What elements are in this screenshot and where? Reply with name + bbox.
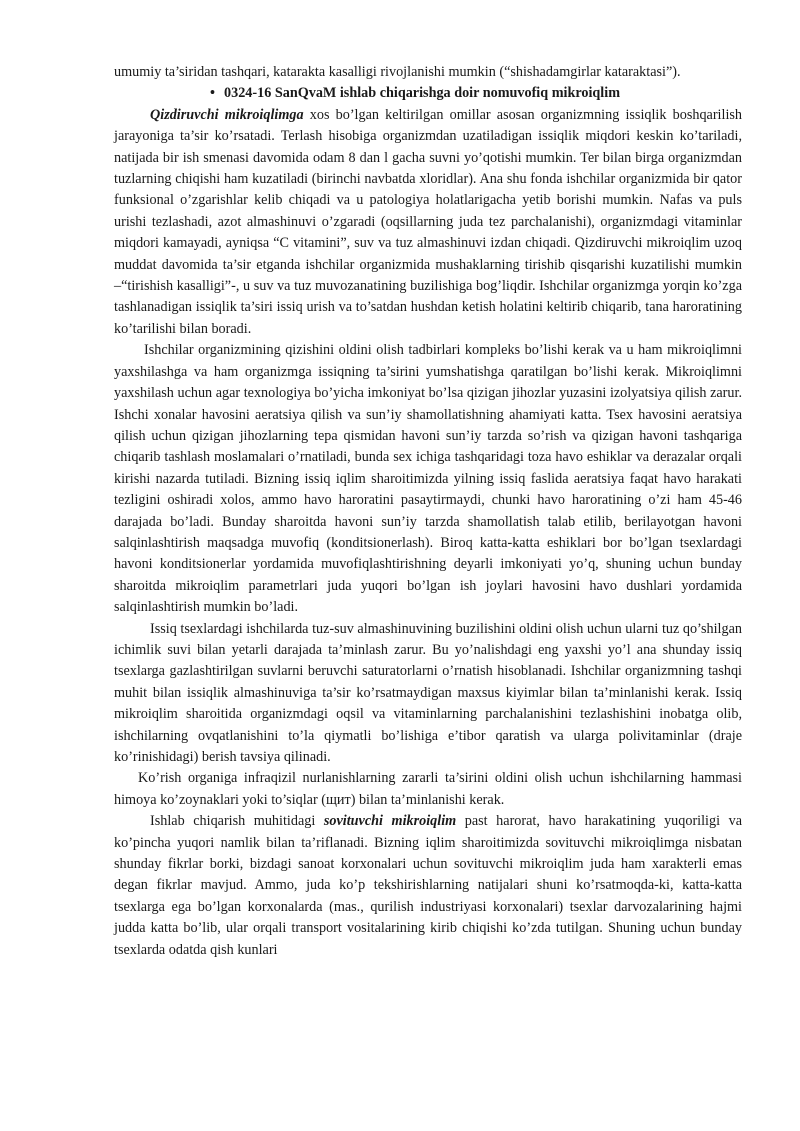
document-body: [114, 62, 742, 961]
term-cooling-microclimate: sovituvchi mikroiqlim: [323, 813, 457, 830]
paragraph-text: Ishlab chiqarish muhitidagi: [150, 813, 324, 830]
term-heating-microclimate: Qizdiruvchi mikroiqlimga: [150, 106, 304, 123]
section-heading-text: 0324-16 SanQvaM ishlab chiqarishga doir nomuvofiq mikroiqlim: [224, 85, 621, 102]
paragraph-heating-microclimate: [114, 105, 742, 340]
section-heading: [114, 83, 742, 104]
paragraph-cooling-microclimate: [114, 811, 742, 961]
paragraph-text: xos bo’lgan keltirilgan omillar asosan organizmning issiqlik boshqarilish jarayoniga ta’sir ko’rsatadi. Terlash hisobiga organizmdan uzatiladigan issiqlik miqdori keskin ko’tariladi, natijada bir ish smenasi davomida odam 8 dan l gacha suvni yo’qotishi mumkin. Ter bilan birga organizmdan tuzlarning chiqishi ham kuzatiladi (birinchi navbatda xloridlar). Ana shu fonda ishchilar organizmida bir qator funksional o’zgarishlar kelib chiqadi va u patologiya holatlarigacha yetib borishi mumkin. Nafas va puls urishi tezlashadi, azot almashinuvi o’zgaradi (oqsillarning juda tez parchalanishi), organizmdagi vitaminlar miqdori kamayadi, ayniqsa “C vitamini”, suv va tuz almashinuvi izdan chiqadi. Qizdiruvchi mikroiqlim uzoq muddat davomida ta’sir etganda ishchilar organizmida mushaklarning tirishib qisqarishi kuzatilishi mumkin –“tirishish kasalligi”-, u suv va tuz muvozanatining buzilishiga bog’liqdir. Ishchilar organizmga yorqin ko’zga tashlanadigan issiqlik ta’siri issiq urish va to’satdan hushdan ketish holatini keltirib chiqarib, tana haroratining ko’tarilishi bilan boradi.: [114, 106, 742, 337]
paragraph-water-salt: Issiq tsexlardagi ishchilarda tuz-suv almashinuvining buzilishini oldini olish uchun ularni tuz qo’shilgan ichimlik suvi bilan yetarli darajada ta’minlash zarur. Bu yo’nalishdagi eng yaxshi yo’l ana shunday issiq tsexlarga gazlashtirilgan suvlarni beruvchi saturatorlarni o’rnatish hisoblanadi. Ishchilar organizmning tashqi muhit bilan issiqlik almashinuviga ta’sir ko’rsatmaydigan maxsus kiyimlar bilan ta’minlanishi kerak. Issiq mikroiqlim sharoitida organizmdagi oqsil va vitaminlarning parchalanishini tezlashishini inobatga olib, ishchilarning ovqatlanishini to’la qiymatli bo’lishiga e’tibor qaratish va ularga polivitaminlar (draje ko’rinishidagi) berish tavsiya qilinadi.: [114, 620, 742, 765]
paragraph-text: past harorat, havo harakatining yuqoriligi va ko’pincha yuqori namlik bilan ta’riflanadi. Bizning iqlim sharoitimizda sovituvchi mikroiqlimga nisbatan shunday fikrlar borki, bizdagi sanoat korxonalari uchun sovituvchi mikroiqlim juda ham xarakterli emas degan fikrlar mavjud. Ammo, juda ko’p tekshirishlarning natijalari shuni ko’rsatmoqda-ki, katta-katta tsexlarga ega bo’lgan korxonalarda (mas., qurilish industriyasi korxonalari) tsexlar darvozalarining hajmi judda katta bo’lib, ular orqali transport vositalarining kirib chiqishi ko’zda tutilgan. Shuning uchun bunday tsexlarda odatda qish kunlari: [114, 813, 742, 958]
paragraph-continuation: umumiy ta’siridan tashqari, katarakta kasalligi rivojlanishi mumkin (“shishadamgirlar kataraktasi”).: [114, 64, 681, 80]
paragraph-prevention-measures: Ishchilar organizmining qizishini oldini olish tadbirlari kompleks bo’lishi kerak va u ham mikroiqlimni yaxshilashga va ham organizmga issiqning ta’sirini yumshatishga qaratilgan bo’lishi kerak. Mikroiqlimni yaxshilash uchun agar texnologiya bo’yicha imkoniyat bo’lsa qizigan jihozlar yuzasini izolyatsiya qilish zarur. Ishchi xonalar havosini aeratsiya qilish va sun’iy shamollatishning ahamiyati katta. Tsex havosini aeratsiya qilish uchun qizigan jihozlarning tepa qismidan havoni sun’iy tarzda so’rish va qizigan havoni tashqariga chiqarib tashlash moslamalari o’rnatiladi, bunda sex ichiga tashqaridagi toza havo eshiklar va derazalar orqali kirishi nazarda tutiladi. Bizning issiq iqlim sharoitimizda yilning issiq faslida aeratsiya faqat havo harakati tezligini oshiradi xolos, ammo havo haroratini pasaytirmaydi, chunki havo haroratining o’zi ham 45-46 darajada bo’ladi. Bunday sharoitda havoni sun’iy tarzda shamollatish talab etilib, berilayotgan havoni salqinlashtirish maqsadga muvofiq (konditsionerlash). Biroq katta-katta eshiklari bor bo’lgan tsexlardagi havoni konditsionerlar yordamida muvofiqlashtirishning deyarli imkoniyati yo’q, shuning uchun bunday sharoitda mikroiqlim parametrlari juda yuqori bo’lgan ish joylari havosini havo dushlari yordamida salqinlashtirish mumkin bo’ladi.: [114, 342, 742, 616]
paragraph-eye-protection: Ko’rish organiga infraqizil nurlanishlarning zararli ta’sirini oldini olish uchun ishchilarning hammasi himoya ko’zoynaklari yoki to’siqlar (щит) bilan ta’minlanishi kerak.: [114, 770, 742, 808]
bullet-icon: •: [210, 85, 215, 102]
